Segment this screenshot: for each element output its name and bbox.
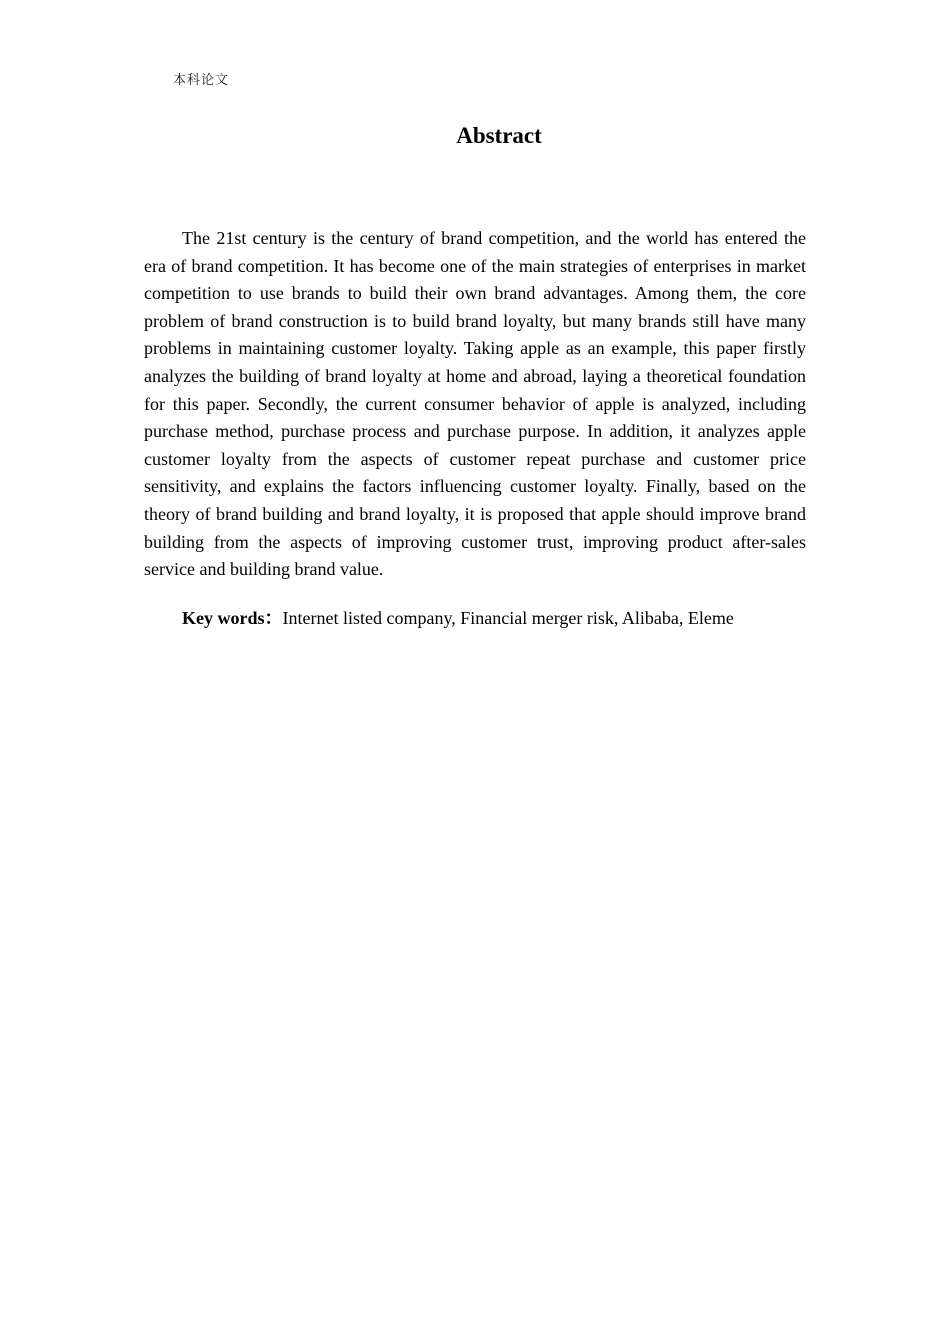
- abstract-title: Abstract: [456, 123, 542, 148]
- running-header: 本科论文: [173, 73, 230, 88]
- keywords-text: Internet listed company, Financial merger risk, Alibaba, Eleme: [282, 608, 734, 628]
- abstract-body: The 21st century is the century of brand competition, and the world has entered the era of brand competition. It has become one of the main strategies of enterprises in market competition to use brands to build their own brand advantages. Among them, the core problem of brand construction is to build brand loyalty, but many brands still have many problems in maintaining customer loyalty. Taking apple as an example, this paper firstly analyzes the building of brand loyalty at home and abroad, laying a theoretical foundation for this paper. Secondly, the current consumer behavior of apple is analyzed, including purchase method, purchase process and purchase purpose. In addition, it analyzes apple customer loyalty from the aspects of customer repeat purchase and customer price sensitivity, and explains the factors influencing customer loyalty. Finally, based on the theory of brand building and brand loyalty, it is proposed that apple should improve brand building from the aspects of improving customer trust, improving product after-sales service and building brand value.: [144, 228, 806, 580]
- keywords-line: [182, 605, 734, 633]
- keywords-label: Key words：: [182, 608, 283, 628]
